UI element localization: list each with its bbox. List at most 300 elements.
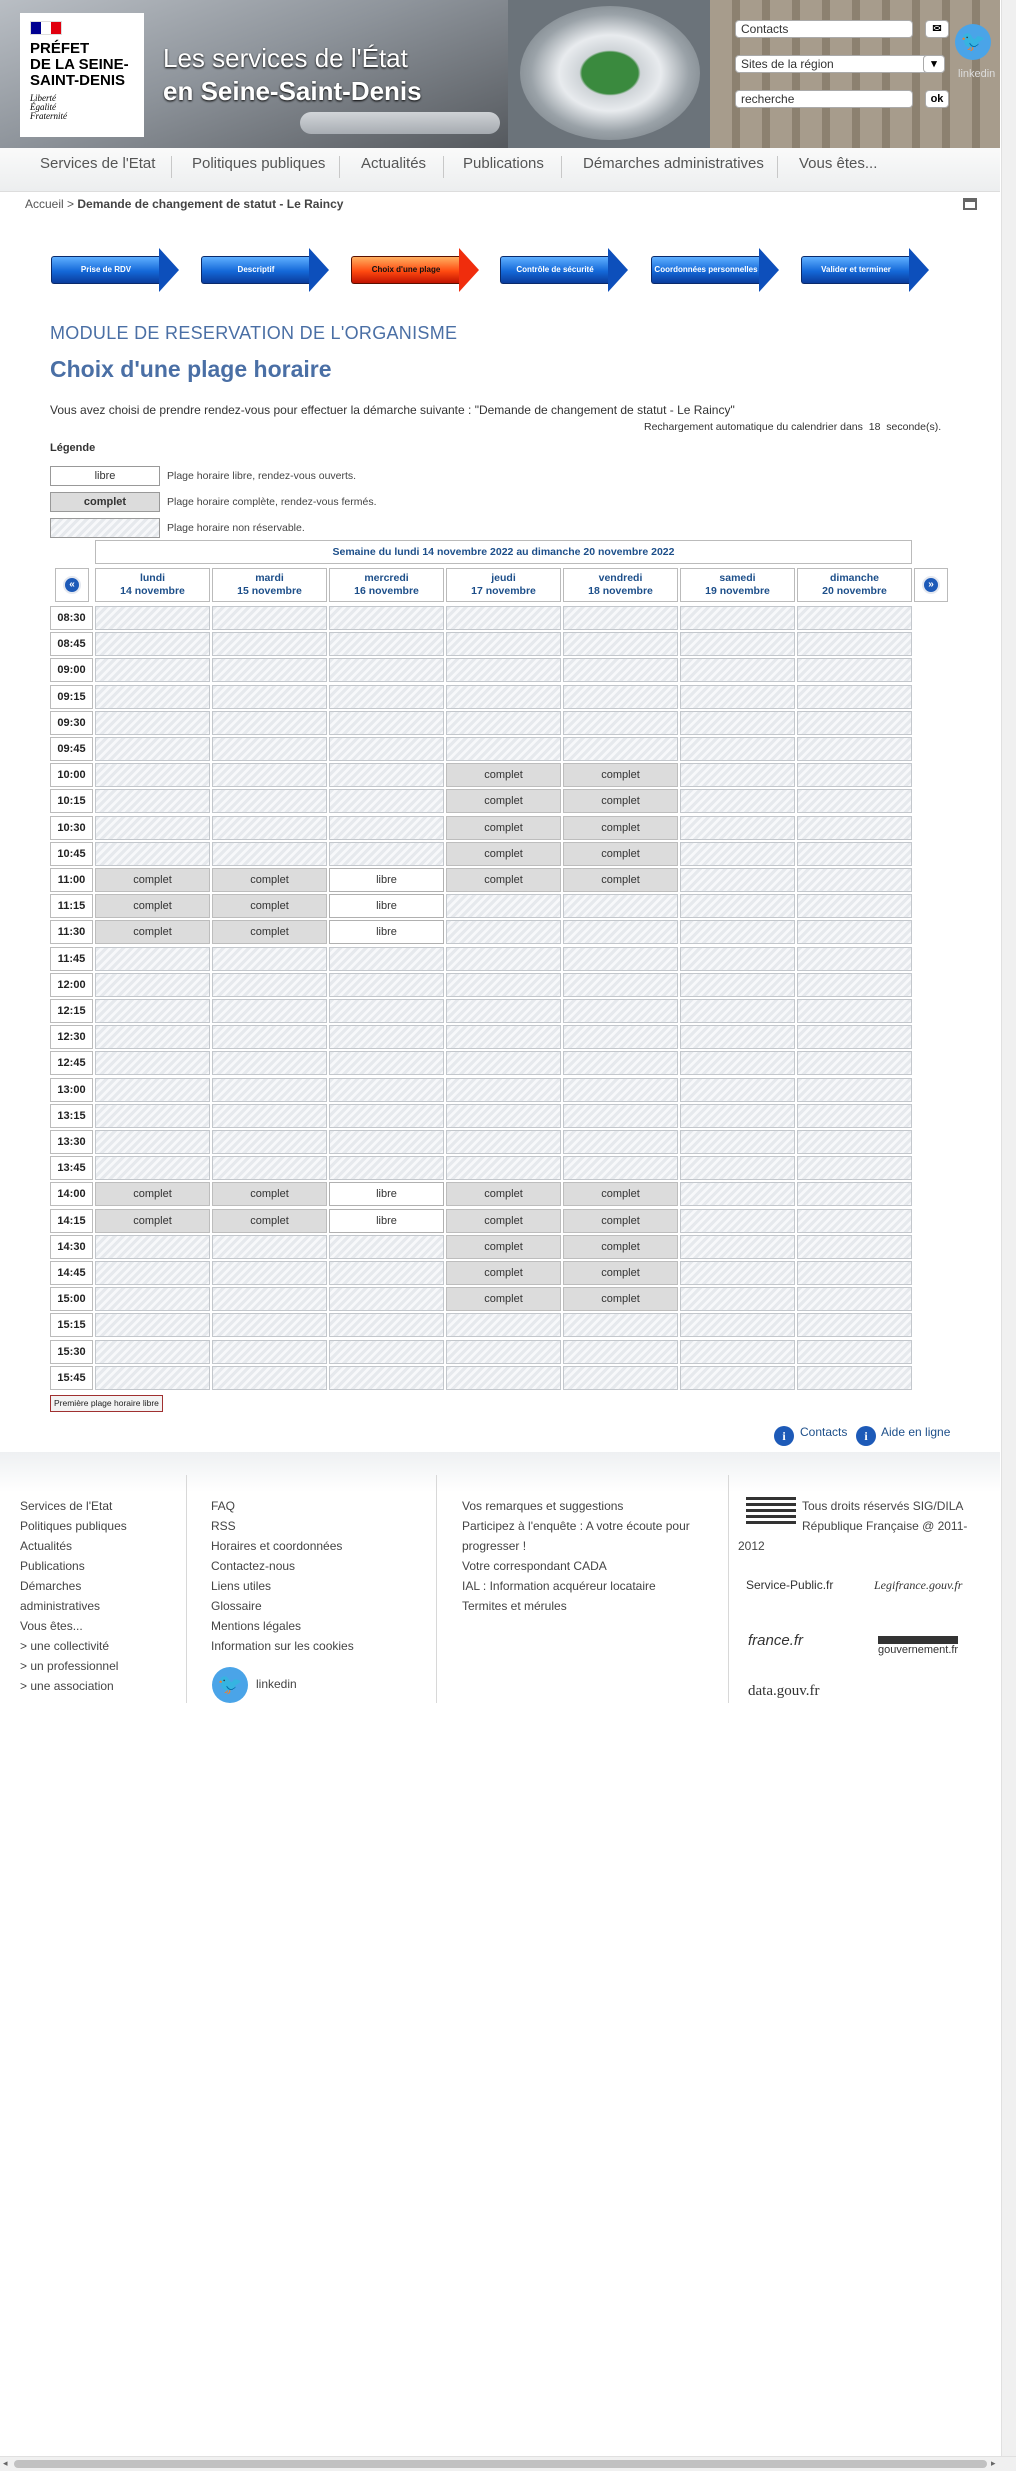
slot-unavailable <box>329 685 444 709</box>
legend-complet-swatch: complet <box>50 492 160 512</box>
slot-unavailable <box>797 1287 912 1311</box>
slot-unavailable <box>446 999 561 1023</box>
linkedin-icon[interactable]: linkedin <box>958 68 996 80</box>
logo-motto: Liberté Égalité Fraternité <box>30 93 67 121</box>
legend-non-reservable-swatch <box>50 518 160 538</box>
slot-unavailable <box>95 1313 210 1337</box>
slot-complet: complet <box>95 1182 210 1206</box>
slot-unavailable <box>797 1235 912 1259</box>
slot-libre[interactable]: libre <box>329 894 444 918</box>
slot-unavailable <box>797 1182 912 1206</box>
day-name: mardi <box>255 572 284 584</box>
footer-column-separator <box>186 1475 187 1703</box>
nav-actualites[interactable]: Actualités <box>361 155 427 172</box>
slot-unavailable <box>563 606 678 630</box>
nav-services-etat[interactable]: Services de l'Etat <box>40 155 156 172</box>
footer-link[interactable]: > une association <box>20 1679 114 1693</box>
footer-link[interactable]: Actualités <box>20 1539 73 1553</box>
slot-unavailable <box>563 1130 678 1154</box>
chevron-down-icon[interactable]: ▾ <box>923 55 945 73</box>
footer-link[interactable]: Services de l'Etat <box>20 1499 113 1513</box>
slot-libre[interactable]: libre <box>329 868 444 892</box>
arrow-left-icon: « <box>63 576 81 594</box>
slot-unavailable <box>329 1051 444 1075</box>
slot-unavailable <box>446 920 561 944</box>
slot-unavailable <box>446 606 561 630</box>
slot-unavailable <box>680 711 795 735</box>
day-header-jeudi <box>446 568 561 602</box>
day-header-mercredi <box>329 568 444 602</box>
slot-unavailable <box>212 1366 327 1390</box>
slot-unavailable <box>680 685 795 709</box>
service-public-logo[interactable]: Service-Public.fr <box>746 1578 834 1592</box>
slot-unavailable <box>680 632 795 656</box>
slot-unavailable <box>95 973 210 997</box>
time-label: 09:15 <box>50 685 93 709</box>
nav-vous-etes[interactable]: Vous êtes... <box>799 155 878 172</box>
print-icon[interactable] <box>963 198 977 210</box>
footer-link[interactable]: RSS <box>211 1519 236 1533</box>
slot-unavailable <box>329 763 444 787</box>
scroll-right-icon[interactable]: ▸ <box>991 2458 996 2468</box>
gouvernement-logo[interactable]: gouvernement.fr <box>878 1636 958 1656</box>
main-nav <box>0 148 1000 192</box>
slot-unavailable <box>212 632 327 656</box>
slot-unavailable <box>680 789 795 813</box>
slot-complet: complet <box>95 868 210 892</box>
time-label: 14:15 <box>50 1209 93 1233</box>
legend-non-reservable-text: Plage horaire non réservable. <box>167 522 305 534</box>
slot-unavailable <box>95 1025 210 1049</box>
first-free-slot-button[interactable]: Première plage horaire libre <box>50 1395 163 1412</box>
slot-unavailable <box>329 606 444 630</box>
nav-separator <box>777 156 778 178</box>
footer-link[interactable]: Votre correspondant CADA <box>462 1559 607 1573</box>
time-label: 10:45 <box>50 842 93 866</box>
slot-unavailable <box>797 606 912 630</box>
footer-link[interactable]: Démarches <box>20 1579 82 1593</box>
breadcrumb-separator: > <box>67 197 75 211</box>
day-header-vendredi <box>563 568 678 602</box>
slot-unavailable <box>95 658 210 682</box>
footer-link[interactable]: FAQ <box>211 1499 236 1513</box>
time-label: 08:30 <box>50 606 93 630</box>
slot-unavailable <box>680 816 795 840</box>
slot-unavailable <box>329 973 444 997</box>
slot-unavailable <box>797 737 912 761</box>
time-label: 12:30 <box>50 1025 93 1049</box>
slot-libre[interactable]: libre <box>329 1209 444 1233</box>
footer-link[interactable]: Politiques publiques <box>20 1519 127 1533</box>
slot-unavailable <box>95 947 210 971</box>
time-label: 13:00 <box>50 1078 93 1102</box>
time-label: 15:00 <box>50 1287 93 1311</box>
slot-complet: complet <box>95 1209 210 1233</box>
slot-unavailable <box>797 1313 912 1337</box>
slot-unavailable <box>680 1287 795 1311</box>
nav-separator <box>443 156 444 178</box>
slot-unavailable <box>797 1025 912 1049</box>
slot-unavailable <box>680 1366 795 1390</box>
breadcrumb-home[interactable]: Accueil <box>25 197 64 211</box>
contacts-field[interactable]: Contacts <box>735 20 913 38</box>
legifrance-logo[interactable]: Legifrance.gouv.fr <box>874 1578 963 1592</box>
slot-unavailable <box>680 658 795 682</box>
slot-unavailable <box>563 1104 678 1128</box>
step-label: Valider et terminer <box>801 256 910 284</box>
footer-link[interactable]: Vous êtes... <box>20 1619 83 1633</box>
legend-libre-text: Plage horaire libre, rendez-vous ouverts. <box>167 470 357 482</box>
linkedin-icon[interactable]: linkedin <box>256 1677 297 1691</box>
slot-unavailable <box>446 658 561 682</box>
slot-unavailable <box>329 789 444 813</box>
slot-unavailable <box>212 1287 327 1311</box>
footer-link[interactable]: > une collectivité <box>20 1639 110 1653</box>
slot-complet: complet <box>212 894 327 918</box>
slot-unavailable <box>212 1104 327 1128</box>
time-label: 10:30 <box>50 816 93 840</box>
module-title: MODULE DE RESERVATION DE L'ORGANISME <box>50 323 458 343</box>
slot-unavailable <box>212 842 327 866</box>
reload-countdown <box>644 421 941 433</box>
slot-unavailable <box>329 737 444 761</box>
time-label: 14:00 <box>50 1182 93 1206</box>
slot-unavailable <box>797 894 912 918</box>
day-name: vendredi <box>598 572 643 584</box>
info-icon[interactable]: i <box>774 1426 794 1446</box>
time-label: 13:15 <box>50 1104 93 1128</box>
stadium-image <box>520 6 700 140</box>
arrow-right-icon: » <box>922 576 940 594</box>
slot-complet: complet <box>446 789 561 813</box>
time-label: 09:45 <box>50 737 93 761</box>
slot-unavailable <box>563 632 678 656</box>
day-name: mercredi <box>364 572 409 584</box>
time-label: 11:00 <box>50 868 93 892</box>
header-airplane-image <box>300 112 500 134</box>
slot-unavailable <box>680 1235 795 1259</box>
footer-column-separator <box>728 1475 729 1703</box>
time-label: 14:30 <box>50 1235 93 1259</box>
slot-unavailable <box>563 1156 678 1180</box>
slot-complet: complet <box>563 842 678 866</box>
slot-unavailable <box>797 632 912 656</box>
slot-unavailable <box>212 711 327 735</box>
slot-unavailable <box>446 894 561 918</box>
slot-unavailable <box>680 1182 795 1206</box>
slot-unavailable <box>212 1235 327 1259</box>
slot-unavailable <box>212 763 327 787</box>
footer-link[interactable]: progresser ! <box>462 1539 527 1553</box>
slot-unavailable <box>212 737 327 761</box>
help-link[interactable]: Aide en ligne <box>881 1425 951 1439</box>
day-header-samedi <box>680 568 795 602</box>
slot-unavailable <box>446 632 561 656</box>
twitter-icon[interactable]: 🐦 <box>212 1667 248 1703</box>
time-label: 09:30 <box>50 711 93 735</box>
slot-unavailable <box>563 999 678 1023</box>
slot-unavailable <box>797 1261 912 1285</box>
slot-unavailable <box>446 1104 561 1128</box>
footer-link[interactable]: Contactez-nous <box>211 1559 296 1573</box>
time-label: 12:45 <box>50 1051 93 1075</box>
data-gouv-logo[interactable]: data.gouv.fr <box>748 1683 820 1699</box>
slot-libre[interactable]: libre <box>329 1182 444 1206</box>
nav-demarches[interactable]: Démarches administratives <box>583 155 764 172</box>
footer-link[interactable]: Termites et mérules <box>462 1599 567 1613</box>
search-input[interactable]: recherche <box>735 90 913 108</box>
day-name: lundi <box>139 572 166 584</box>
day-date: 20 novembre <box>822 585 887 597</box>
twitter-icon[interactable]: 🐦 <box>955 24 991 60</box>
slot-unavailable <box>95 999 210 1023</box>
breadcrumb <box>25 197 343 211</box>
footer-col-info <box>211 1496 354 1656</box>
reload-suffix: seconde(s). <box>886 421 942 433</box>
reload-prefix: Rechargement automatique du calendrier dans <box>644 421 863 433</box>
rights-line: 2012 <box>738 1539 765 1553</box>
slot-unavailable <box>680 1104 795 1128</box>
slot-unavailable <box>680 1261 795 1285</box>
slot-unavailable <box>329 816 444 840</box>
time-label: 10:15 <box>50 789 93 813</box>
time-label: 15:45 <box>50 1366 93 1390</box>
slot-complet: complet <box>95 894 210 918</box>
slot-unavailable <box>329 1025 444 1049</box>
slot-complet: complet <box>563 1209 678 1233</box>
slot-unavailable <box>212 685 327 709</box>
sites-region-select[interactable]: Sites de la région <box>735 55 945 73</box>
slot-unavailable <box>95 1366 210 1390</box>
prev-week-button[interactable] <box>55 568 89 602</box>
day-date: 15 novembre <box>237 585 302 597</box>
slot-unavailable <box>95 1261 210 1285</box>
step-label: Choix d'une plage <box>351 256 460 284</box>
search-ok-button[interactable]: ok <box>925 90 949 108</box>
slot-unavailable <box>680 999 795 1023</box>
scroll-left-icon[interactable]: ◂ <box>3 2458 8 2468</box>
slot-unavailable <box>95 632 210 656</box>
footer-link[interactable]: Glossaire <box>211 1599 262 1613</box>
time-label: 14:45 <box>50 1261 93 1285</box>
horizontal-scrollbar[interactable] <box>0 2456 1016 2471</box>
marianne-flag-icon <box>30 21 62 35</box>
slot-unavailable <box>212 1078 327 1102</box>
slot-unavailable <box>329 1078 444 1102</box>
footer-rights <box>738 1496 978 1556</box>
slot-unavailable <box>329 842 444 866</box>
slot-unavailable <box>212 1130 327 1154</box>
time-label: 15:30 <box>50 1340 93 1364</box>
france-fr-logo[interactable]: france.fr <box>748 1632 804 1649</box>
slot-unavailable <box>797 1340 912 1364</box>
slot-unavailable <box>680 920 795 944</box>
footer-link[interactable]: Vos remarques et suggestions <box>462 1499 624 1513</box>
slot-unavailable <box>563 920 678 944</box>
slot-libre[interactable]: libre <box>329 920 444 944</box>
slot-unavailable <box>680 1078 795 1102</box>
arrow-right-icon <box>759 248 779 292</box>
time-label: 13:30 <box>50 1130 93 1154</box>
day-header-lundi <box>95 568 210 602</box>
day-date: 17 novembre <box>471 585 536 597</box>
week-header: Semaine du lundi 14 novembre 2022 au dimanche 20 novembre 2022 <box>95 540 912 564</box>
slot-unavailable <box>95 842 210 866</box>
slot-complet: complet <box>212 1182 327 1206</box>
slot-complet: complet <box>446 1261 561 1285</box>
footer-link[interactable]: Participez à l'enquête : A votre écoute pour <box>462 1519 690 1533</box>
slot-unavailable <box>329 1235 444 1259</box>
next-week-button[interactable] <box>914 568 948 602</box>
slot-unavailable <box>797 1078 912 1102</box>
nav-publications[interactable]: Publications <box>463 155 544 172</box>
day-date: 16 novembre <box>354 585 419 597</box>
slot-unavailable <box>95 1235 210 1259</box>
footer-link[interactable]: Information sur les cookies <box>211 1639 354 1653</box>
slot-unavailable <box>329 711 444 735</box>
site-header <box>0 0 1000 148</box>
slot-unavailable <box>212 1051 327 1075</box>
slot-unavailable <box>95 1156 210 1180</box>
time-label: 10:00 <box>50 763 93 787</box>
slot-unavailable <box>95 1287 210 1311</box>
slot-unavailable <box>95 606 210 630</box>
slot-unavailable <box>446 1078 561 1102</box>
vertical-scrollbar[interactable] <box>1001 0 1016 2456</box>
slot-unavailable <box>563 737 678 761</box>
slot-unavailable <box>680 947 795 971</box>
time-label: 13:45 <box>50 1156 93 1180</box>
slot-unavailable <box>329 999 444 1023</box>
slot-unavailable <box>446 1313 561 1337</box>
slot-unavailable <box>797 1366 912 1390</box>
slot-unavailable <box>563 973 678 997</box>
slot-unavailable <box>563 894 678 918</box>
slot-unavailable <box>212 658 327 682</box>
slot-unavailable <box>446 711 561 735</box>
slot-unavailable <box>797 868 912 892</box>
arrow-right-icon <box>909 248 929 292</box>
day-name: dimanche <box>829 572 879 584</box>
slot-unavailable <box>797 1104 912 1128</box>
prefecture-logo[interactable] <box>20 13 144 137</box>
slot-unavailable <box>446 1156 561 1180</box>
slot-unavailable <box>95 1340 210 1364</box>
slot-unavailable <box>797 999 912 1023</box>
slot-complet: complet <box>563 763 678 787</box>
rights-line: Tous droits réservés SIG/DILA <box>802 1499 964 1513</box>
slot-complet: complet <box>446 1287 561 1311</box>
footer-link[interactable]: > un professionnel <box>20 1659 119 1673</box>
footer-link[interactable]: administratives <box>20 1599 101 1613</box>
slot-unavailable <box>680 894 795 918</box>
footer-link[interactable]: IAL : Information acquéreur locataire <box>462 1579 656 1593</box>
slot-unavailable <box>797 973 912 997</box>
slot-unavailable <box>797 711 912 735</box>
footer-col-participation <box>462 1496 690 1616</box>
time-label: 12:15 <box>50 999 93 1023</box>
slot-unavailable <box>329 1313 444 1337</box>
nav-separator <box>561 156 562 178</box>
slot-unavailable <box>212 999 327 1023</box>
slot-unavailable <box>680 1130 795 1154</box>
slot-unavailable <box>212 1156 327 1180</box>
slot-unavailable <box>680 868 795 892</box>
time-label: 09:00 <box>50 658 93 682</box>
slot-unavailable <box>95 685 210 709</box>
slot-complet: complet <box>563 1261 678 1285</box>
slot-complet: complet <box>446 842 561 866</box>
footer-link[interactable]: Liens utiles <box>211 1579 272 1593</box>
slot-unavailable <box>212 606 327 630</box>
step-label: Descriptif <box>201 256 310 284</box>
help-icon[interactable]: i <box>856 1426 876 1446</box>
slot-unavailable <box>212 1313 327 1337</box>
rights-line: République Française @ 2011- <box>802 1519 968 1533</box>
slot-complet: complet <box>212 868 327 892</box>
slot-unavailable <box>680 973 795 997</box>
site-title[interactable]: Les services de l'État en Seine-Saint-Denis <box>163 43 422 106</box>
footer-link[interactable]: Horaires et coordonnées <box>211 1539 343 1553</box>
day-header-dimanche <box>797 568 912 602</box>
nav-politiques-publiques[interactable]: Politiques publiques <box>192 155 326 172</box>
step-label: Coordonnées personnelles <box>651 256 760 284</box>
slot-unavailable <box>797 816 912 840</box>
slot-unavailable <box>329 658 444 682</box>
slot-unavailable <box>797 842 912 866</box>
slot-unavailable <box>446 947 561 971</box>
slot-unavailable <box>446 1130 561 1154</box>
slot-unavailable <box>680 1025 795 1049</box>
slot-complet: complet <box>95 920 210 944</box>
slot-unavailable <box>95 711 210 735</box>
slot-unavailable <box>212 789 327 813</box>
slot-unavailable <box>563 685 678 709</box>
slot-unavailable <box>446 1366 561 1390</box>
reload-seconds: 18 <box>868 421 881 433</box>
breadcrumb-current: Demande de changement de statut - Le Raincy <box>77 197 344 211</box>
day-name: jeudi <box>491 572 516 584</box>
legend-libre-swatch: libre <box>50 466 160 486</box>
slot-unavailable <box>446 737 561 761</box>
day-date: 19 novembre <box>705 585 770 597</box>
slot-unavailable <box>563 1025 678 1049</box>
slot-unavailable <box>797 1156 912 1180</box>
mail-icon[interactable]: ✉ <box>925 20 949 38</box>
scrollbar-thumb[interactable] <box>14 2460 987 2468</box>
footer-column-separator <box>436 1475 437 1703</box>
legend-complet-text: Plage horaire complète, rendez-vous fermés. <box>167 496 377 508</box>
arrow-right-icon <box>159 248 179 292</box>
slot-unavailable <box>563 1313 678 1337</box>
footer-link[interactable]: Publications <box>20 1559 85 1573</box>
slot-unavailable <box>797 947 912 971</box>
slot-complet: complet <box>446 1209 561 1233</box>
slot-unavailable <box>797 920 912 944</box>
slot-complet: complet <box>446 1235 561 1259</box>
slot-unavailable <box>95 1104 210 1128</box>
slot-unavailable <box>212 947 327 971</box>
footer-link[interactable]: Mentions légales <box>211 1619 302 1633</box>
contacts-link[interactable]: Contacts <box>800 1425 848 1439</box>
slot-unavailable <box>680 842 795 866</box>
footer-col-nav <box>20 1496 127 1696</box>
slot-unavailable <box>446 973 561 997</box>
slot-unavailable <box>329 1340 444 1364</box>
slot-unavailable <box>329 1156 444 1180</box>
slot-unavailable <box>680 763 795 787</box>
slot-unavailable <box>446 1340 561 1364</box>
